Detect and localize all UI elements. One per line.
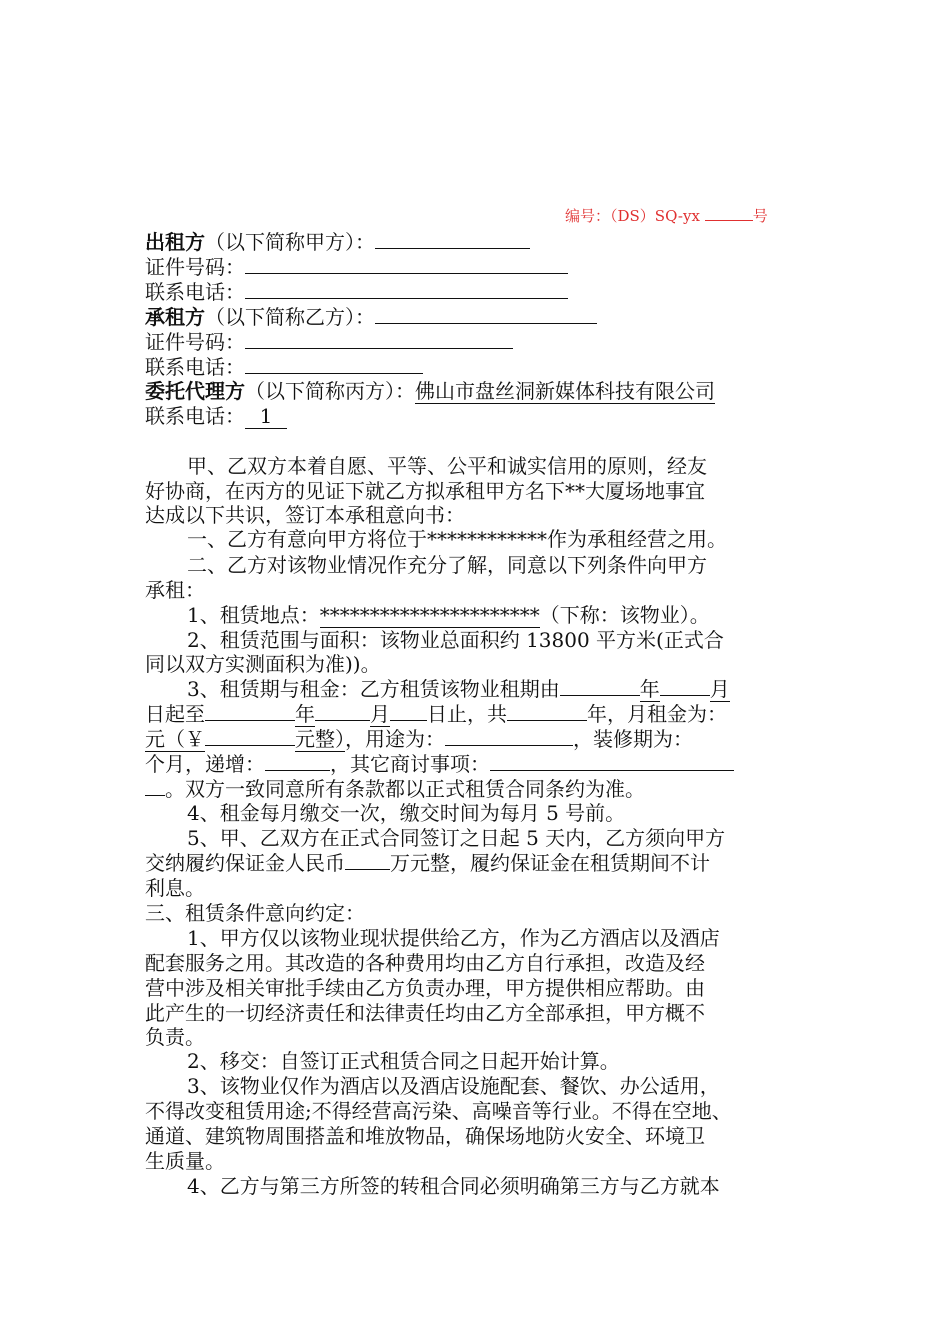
clause-1-line-4: 此产生的一切经济责任和法律责任均由乙方全部承担，甲方概不 [145,1001,705,1025]
item-1-note: （下称：该物业）。 [539,603,710,627]
item-3-line-3 [145,727,693,751]
item-3-l5-blank [145,795,165,796]
lessee-phone-blank [245,355,423,374]
item-3-l3-blank-b [445,745,573,746]
lessee-id-blank [245,330,513,349]
item-3-l2-blank-a [205,720,295,721]
agent-line [145,379,715,403]
item-5-line-3: 利息。 [145,876,205,900]
clause-1-line-2: 配套服务之用。其改造的各种费用均由乙方自行承担，改造及经 [145,951,705,975]
item-3-l2-text-c: 年，月租金为： [587,702,727,726]
item-3-l4-blank [265,770,330,771]
item-5-line-2 [145,851,710,875]
clause-1-line-3: 营中涉及相关审批手续由乙方负责办理，甲方提供相应帮助。由 [145,976,705,1000]
agent-label: 委托代理方 [145,379,245,403]
item-3-line-5 [145,777,645,801]
clause-3-line-2: 不得改变租赁用途;不得经营高污染、高噪音等行业。不得在空地、 [145,1099,732,1123]
item-3-l2-blank-b [315,720,370,721]
item-3-blank-b [660,695,710,696]
agent-phone-label: 联系电话： [145,404,245,428]
item-1-label: 1、租赁地点： [187,603,320,627]
lessor-phone-line [145,280,568,304]
item-3-l2-month: 月 [370,702,390,726]
item-3-l4-text: 个月，递增： [145,752,265,776]
clause-1-line-1: 1、甲方仅以该物业现状提供给乙方，作为乙方酒店以及酒店 [187,926,720,950]
item-3-l2-blank-d [507,720,587,721]
item-5-l2-blank [345,869,390,870]
section-2-line-2: 承租： [145,578,205,602]
agent-name: 佛山市盘丝洞新媒体科技有限公司 [415,379,715,403]
item-2-line-1: 2、租赁范围与面积：该物业总面积约 13800 平方米(正式合 [187,628,724,652]
lessee-phone-line [145,355,423,379]
item-3-blank-a [560,695,640,696]
item-3-year: 年 [639,677,660,701]
lessor-id-line [145,255,568,279]
lessor-id-blank [245,255,568,274]
item-3-l2-text-b: 日止，共 [427,702,507,726]
document-number [565,205,768,226]
section-2-line-1: 二、乙方对该物业情况作充分了解，同意以下列条件向甲方 [187,553,707,577]
lessor-label: 出租方 [145,230,205,254]
clause-3-line-1: 3、该物业仅作为酒店以及酒店设施配套、餐饮、办公适用， [187,1074,720,1098]
item-3-l2-blank-c [390,720,427,721]
lessor-note: （以下简称甲方）： [205,230,375,254]
lessor-id-label: 证件号码： [145,255,245,279]
item-3-line-1 [187,677,730,701]
item-5-line-1: 5、甲、乙双方在正式合同签订之日起 5 天内，乙方须向甲方 [187,826,726,850]
item-2-line-2: 同以双方实测面积为准))。 [145,652,381,676]
item-3-l3-text-d: ，装修期为： [573,727,693,751]
item-3-l4-blank-b [490,770,734,771]
doc-number-blank [705,206,753,221]
agent-phone-line [145,404,287,429]
item-3-l4-text-b: ，其它商讨事项： [330,752,490,776]
section-1: 一、乙方有意向甲方将位于************作为承租经营之用。 [187,527,727,551]
paragraph-intro-line-2: 好协商，在丙方的见证下就乙方拟承租甲方名下**大厦场地事宜 [145,479,705,503]
lessor-name-blank [375,230,530,249]
item-3-text: 3、租赁期与租金：乙方租赁该物业租期由 [187,677,560,701]
clause-3-line-4: 生质量。 [145,1149,225,1173]
lessor-phone-blank [245,280,568,299]
item-5-l2-text-b: 万元整，履约保证金在租赁期间不计 [390,851,710,875]
item-3-line-2 [145,702,727,726]
item-5-l2-text: 交纳履约保证金人民币 [145,851,345,875]
section-3: 三、租赁条件意向约定： [145,901,365,925]
lessee-id-line [145,330,513,354]
lessee-name-blank [375,305,597,324]
doc-number-prefix: 编号：（DS）SQ-yx [565,207,700,225]
item-3-l2-text: 日起至 [145,702,205,726]
item-1-location: ********************** [319,603,540,627]
item-3-l3-text-b: 元整） [295,727,345,751]
item-3-line-4 [145,752,734,776]
lessee-id-label: 证件号码： [145,330,245,354]
item-3-l3-blank [205,745,295,746]
item-1-line [187,603,710,627]
lessor-phone-label: 联系电话： [145,280,245,304]
paragraph-intro-line-3: 达成以下共识，签订本承租意向书： [145,503,465,527]
item-4: 4、租金每月缴交一次，缴交时间为每月 5 号前。 [187,801,626,825]
clause-2: 2、移交：自签订正式租赁合同之日起开始计算。 [187,1049,620,1073]
clause-4-line-1: 4、乙方与第三方所签的转租合同必须明确第三方与乙方就本 [187,1174,720,1198]
lessee-phone-label: 联系电话： [145,355,245,379]
agent-phone-value: 1 [245,404,287,429]
lessee-label: 承租方 [145,305,205,329]
item-3-l5-text: 。双方一致同意所有条款都以正式租赁合同条约为准。 [165,777,645,801]
item-3-l3-text-c: ，用途为： [345,727,445,751]
clause-1-line-5: 负责。 [145,1025,205,1049]
agent-note: （以下简称丙方）： [245,379,415,403]
item-3-l3-text: 元（￥ [145,727,205,751]
lessee-note: （以下简称乙方）： [205,305,375,329]
item-3-l2-year: 年 [295,702,315,726]
lessor-line [145,230,530,254]
lessee-line [145,305,597,329]
paragraph-intro-line-1: 甲、乙双方本着自愿、平等、公平和诚实信用的原则，经友 [187,454,707,478]
clause-3-line-3: 通道、建筑物周围搭盖和堆放物品，确保场地防火安全、环境卫 [145,1124,705,1148]
doc-number-suffix: 号 [752,207,768,225]
item-3-month: 月 [709,677,730,701]
